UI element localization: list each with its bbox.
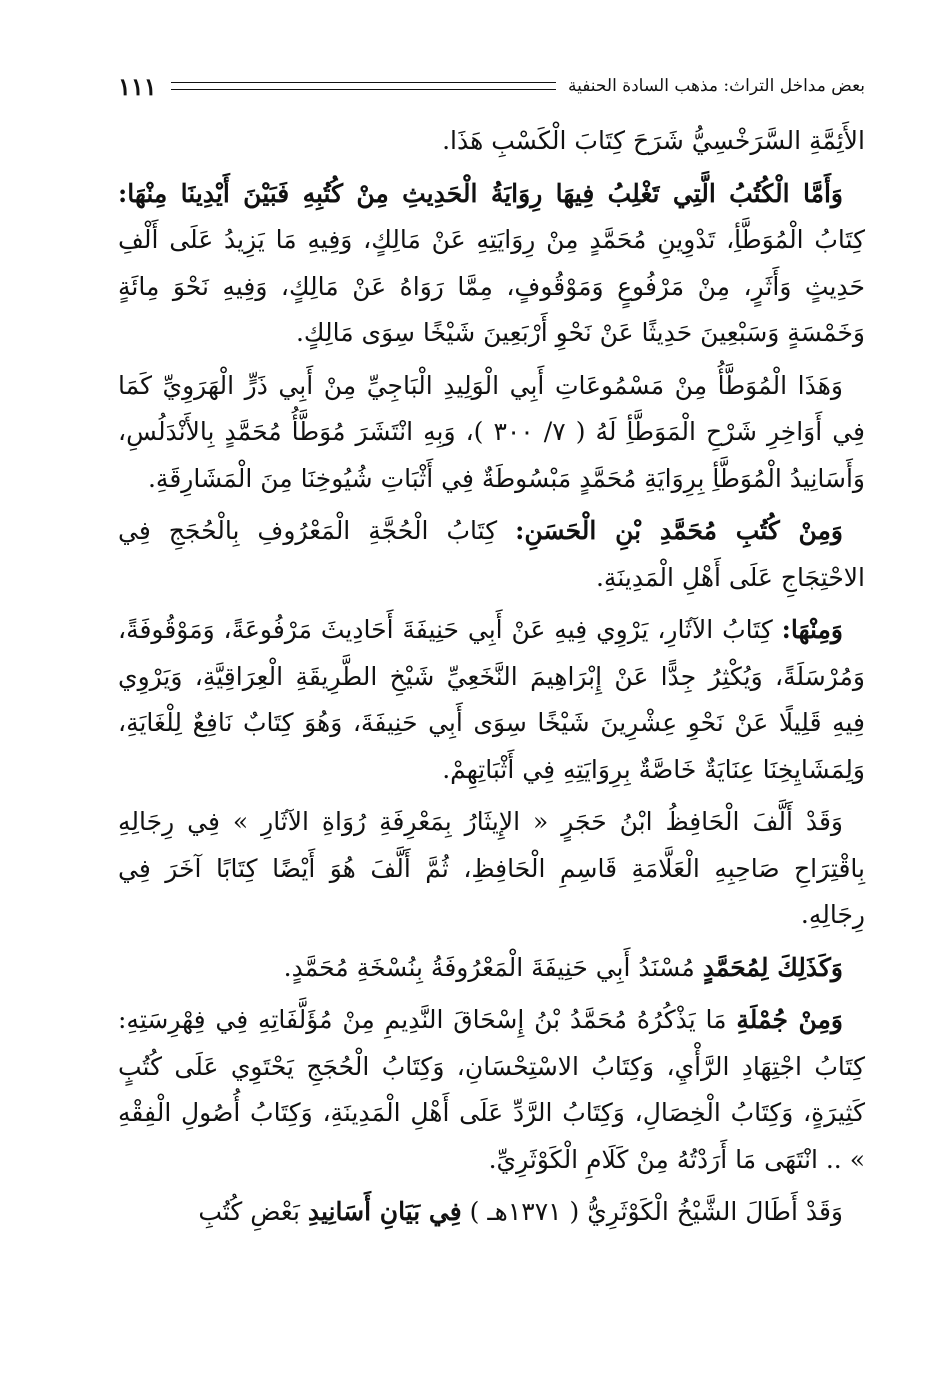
paragraph [118, 945, 865, 992]
paragraph-text: مُسْنَدُ أَبِي حَنِيفَةَ الْمَعْرُوفَةُ بِنُسْخَةِ مُحَمَّدٍ. [283, 952, 703, 982]
paragraph [118, 118, 865, 165]
paragraph-text: كِتَابُ الْحُجَّةِ الْمَعْرُوفِ بِالْحُجَجِ فِي الاحْتِجَاجِ عَلَى أَهْلِ الْمَدِينَةِ. [118, 516, 865, 592]
bold-heading-text: وَكَذَلِكَ لِمُحَمَّدٍ [702, 952, 843, 982]
page-header [118, 66, 865, 106]
paragraph [118, 363, 865, 503]
paragraph-text: مَا يَذْكُرُهُ مُحَمَّدُ بْنُ إِسْحَاقَ النَّدِيمِ مِنْ مُؤَلَّفَاتِهِ فِي فِهْرِسَتِهِ: كِتَابُ اجْتِهَادِ الرَّأْيِ، وَكِتَابُ الاسْتِحْسَانِ، وَكِتَابُ الْحُجَجِ يَحْتَوِي عَلَى كُتُبٍ كَثِيرَةٍ، وَكِتَابُ الْخِصَالِ، وَكِتَابُ الرَّدِّ عَلَى أَهْلِ الْمَدِينَةِ، وَكِتَابُ أُصُولِ الْفِقْهِ » .. انْتَهَى مَا أَرَدْتُهُ مِنْ كَلَامِ الْكَوْثَرِيِّ. [118, 1005, 865, 1174]
paragraph-text: كِتَابُ الآثَارِ، يَرْوِي فِيهِ عَنْ أَبِي حَنِيفَةَ أَحَادِيثَ مَرْفُوعَةً، وَمَوْقُوفَةً، وَمُرْسَلَةً، وَيُكْثِرُ جِدًّا عَنْ إِبْرَاهِيمَ النَّخَعِيِّ شَيْخِ الطَّرِيقَةِ الْعِرَاقِيَّةِ، وَيَرْوِي فِيهِ قَلِيلًا عَنْ نَحْوِ عِشْرِينَ شَيْخًا سِوَى أَبِي حَنِيفَةَ، وَهُوَ كِتَابٌ نَافِعٌ لِلْغَايَةِ، وَلِمَشَايِخِنَا عِنَايَةٌ خَاصَّةٌ بِرِوَايَتِهِ فِي أَثْبَاتِهِمْ. [118, 615, 865, 784]
paragraph [118, 799, 865, 939]
page-number: ١١١ [118, 71, 157, 101]
bold-heading-text: فِي بَيَانِ أَسَانِيدِ [307, 1197, 462, 1226]
paragraph [118, 607, 865, 793]
bold-heading-text: وَمِنْهَا: [781, 615, 843, 644]
paragraph-text: بَعْضِ كُتُبِ [198, 1197, 308, 1226]
bold-heading-text: وَمِنْ كُتُبِ مُحَمَّدِ بْنِ الْحَسَنِ: [515, 516, 843, 545]
paragraph-text: وَهَذَا الْمُوَطَّأُ مِنْ مَسْمُوعَاتِ أَبِي الْوَلِيدِ الْبَاجِيِّ مِنْ أَبِي ذَرٍّ الْهَرَوِيِّ كَمَا فِي أَوَاخِرِ شَرْحِ الْمَوَطَّأِ لَهُ ( ٧/ ٣٠٠ )، وَبِهِ انْتَشَرَ مُوَطَّأُ مُحَمَّدٍ بِالأَنْدَلُسِ، وَأَسَانِيدُ الْمُوَطَّأِ بِرِوَايَةِ مُحَمَّدٍ مَبْسُوطَةٌ فِي أَثْبَاتِ شُيُوخِنَا مِنَ الْمَشَارِقَةِ. [118, 370, 865, 493]
body-text [118, 118, 865, 1242]
paragraph-text: كِتَابُ الْمُوَطَّأِ، تَدْوِينِ مُحَمَّدٍ مِنْ رِوَايَتِهِ عَنْ مَالِكٍ، وَفِيهِ مَا يَزِيدُ عَلَى أَلْفِ حَدِيثٍ وَأَثَرٍ، مِنْ مَرْفُوعٍ وَمَوْقُوفٍ، مِمَّا رَوَاهُ عَنْ مَالِكٍ، وَفِيهِ نَحْوَ مِائَةٍ وَخَمْسَةٍ وَسَبْعِينَ حَدِيثًا عَنْ نَحْوِ أَرْبَعِينَ شَيْخًا سِوَى مَالِكٍ. [118, 225, 865, 347]
paragraph [118, 171, 865, 357]
paragraph [118, 508, 865, 601]
header-double-rule [171, 82, 556, 90]
paragraph-text: الأَئِمَّةِ السَّرَخْسِيُّ شَرَحَ كِتَابَ الْكَسْبِ هَذَا. [442, 126, 865, 155]
bold-heading-text: وَمِنْ جُمْلَةِ [736, 1005, 843, 1034]
paragraph [118, 1189, 865, 1236]
running-title: بعض مداخل التراث: مذهب السادة الحنفية [567, 76, 865, 96]
paragraph-text: وَقَدْ أَلَّفَ الْحَافِظُ ابْنُ حَجَرٍ « الإِيثَارُ بِمَعْرِفَةِ رُوَاةِ الآثَارِ » فِي رِجَالِهِ بِاقْتِرَاحِ صَاحِبِهِ الْعَلَّامَةِ قَاسِمِ الْحَافِظِ، ثُمَّ أَلَّفَ هُوَ أَيْضًا كِتَابًا آخَرَ فِي رِجَالِهِ. [118, 807, 865, 929]
paragraph-text: وَقَدْ أَطَالَ الشَّيْخُ الْكَوْثَرِيُّ ( ١٣٧١هـ ) [461, 1197, 843, 1226]
paragraph [118, 997, 865, 1183]
bold-heading-text: وَأَمَّا الْكُتُبُ الَّتِي تَغْلِبُ فِيهَا رِوَايَةُ الْحَدِيثِ مِنْ كُتُبِهِ فَبَيْنَ أَيْدِينَا مِنْهَا: [118, 178, 843, 208]
